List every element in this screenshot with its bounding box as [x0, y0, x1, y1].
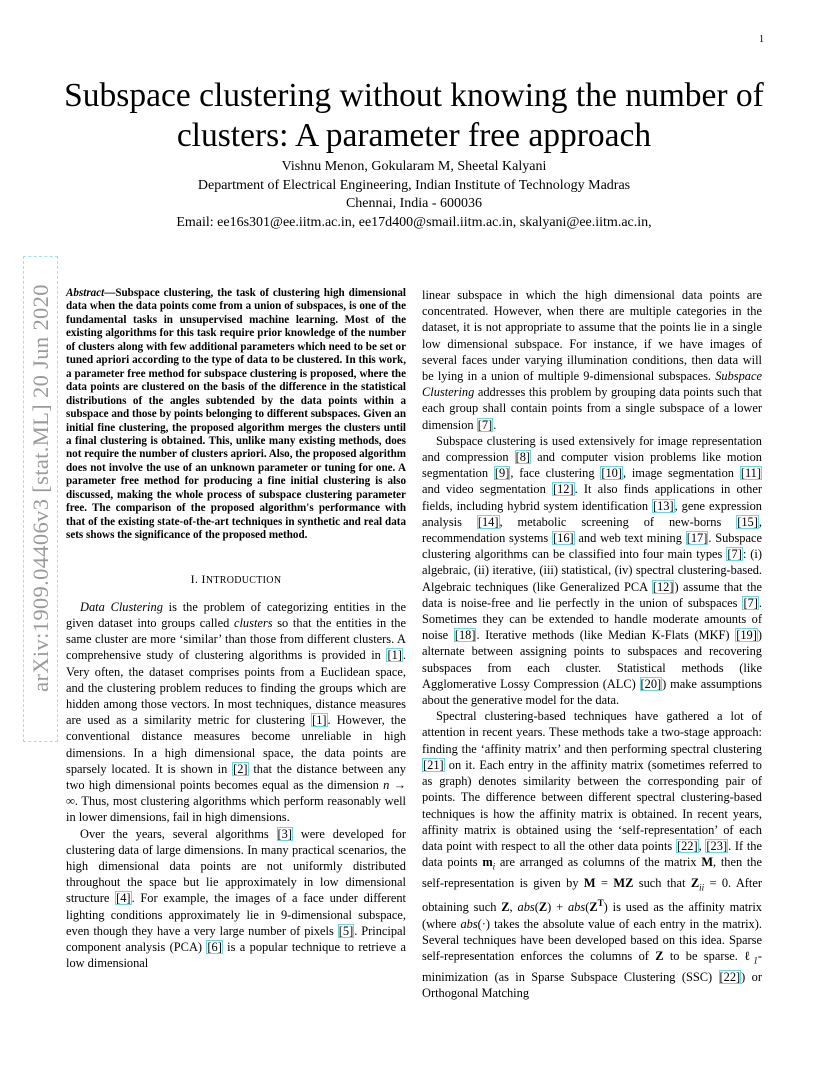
- text-run: . If the data points: [422, 838, 762, 870]
- text-run: is a popular technique to retrieve a low dimensional: [66, 940, 406, 971]
- text-run: . Iterative methods (like Median K-Flats (MKF): [476, 628, 736, 643]
- paragraph: [66, 599, 406, 826]
- paragraph: [422, 708, 762, 1001]
- text-run: are arranged as columns of the matrix: [495, 855, 702, 870]
- citation-link[interactable]: [5]: [338, 923, 354, 938]
- math-bold-symbol: Z: [501, 900, 510, 915]
- text-run: and video segmentation: [422, 482, 552, 497]
- text-run: . Very often, the dataset comprises points from a Euclidean space, and the clustering problem reduces to finding the groups which are hidden among those vectors. In most techniques, distance measures are used as a similarity metric for clustering: [66, 648, 406, 728]
- text-run: addresses this problem by grouping data points such that each group shall contain points from a single subspace of a lower dimension: [422, 385, 762, 432]
- citation-link[interactable]: [12]: [652, 579, 674, 594]
- citation-link[interactable]: [1]: [312, 713, 327, 728]
- italic-text: Subspace Clustering: [422, 369, 762, 400]
- abstract-text: —Subspace clustering, the task of clustering high dimensional data when the data points come from a union of subspaces, is one of the fundamental tasks in unsupervised machine learning. Most of the existing algorithms for this task require prior knowledge of the number of clusters along with few additional parameters which need to be set or tuned apriori according to the type of data to be clustered. In this work, a parameter free method for subspace clustering is proposed, where the data points are clustered on the basis of the difference in the statistical distributions of the angles subtended by the data points within a subspace and those by points belonging to different subspaces. Given an initial fine clustering, the proposed algorithm merges the clusters until a final clustering is obtained. This, unlike many existing methods, does not require the number of clusters apriori. Also, the proposed algorithm does not involve the use of an unknown parameter or tuning for one. A parameter free method for producing a fine initial clustering is also discussed, making the whole process of subspace clustering parameter free. The comparison of the proposed algorithm's performance with that of the existing state-of-the-art techniques in synthetic and real data sets shows the significance of the proposed method.: [66, 287, 406, 542]
- citation-link[interactable]: [22]: [719, 969, 741, 984]
- text-run: (: [585, 900, 590, 915]
- math-bold-symbol: M: [583, 875, 596, 890]
- math-superscript: T: [597, 898, 604, 909]
- citation-link[interactable]: [16]: [553, 531, 574, 546]
- citation-link[interactable]: [1]: [387, 648, 402, 663]
- citation-link[interactable]: [4]: [116, 891, 131, 906]
- text-run: Subspace clustering is used extensively for image representation and compression: [422, 433, 762, 465]
- citation-link[interactable]: [8]: [515, 450, 531, 465]
- text-run: ) is used as the affinity matrix (where: [422, 900, 762, 931]
- citation-link[interactable]: [22]: [676, 838, 698, 853]
- text-run: . However, the conventional distance measures become unreliable in high dimensions. In a high dimensional space, the data points are sparsely located. It is shown in: [66, 713, 406, 776]
- math-subscript: i: [492, 861, 496, 872]
- text-run: = 0. After obtaining such: [422, 875, 762, 915]
- paragraph: [422, 433, 762, 708]
- text-run: , image segmentation: [622, 466, 740, 481]
- italic-text: n → ∞: [66, 778, 406, 809]
- affiliation-location: Chennai, India - 600036: [345, 196, 483, 211]
- section-heading-introduction: I. INTRODUCTION: [190, 571, 282, 586]
- text-run: , gene expression analysis: [422, 498, 762, 529]
- math-bold-symbol: Z: [690, 875, 700, 890]
- affiliation-department: Department of Electrical Engineering, Indian Institute of Technology Madras: [197, 177, 631, 193]
- citation-link[interactable]: [21]: [423, 757, 444, 772]
- citation-link[interactable]: [7]: [727, 547, 742, 562]
- italic-text: abs: [460, 916, 478, 931]
- text-run: , then the self-representation is given by: [422, 855, 762, 890]
- text-run: . It also finds applications in other fields, including hybrid system identification: [422, 482, 762, 513]
- math-bold-symbol: M: [701, 855, 714, 870]
- text-run: such that: [633, 875, 691, 890]
- italic-text: abs: [567, 900, 586, 915]
- citation-link[interactable]: [7]: [477, 417, 493, 432]
- abstract-label: Abstract: [66, 287, 105, 299]
- left-column: [66, 287, 406, 971]
- citation-link[interactable]: [11]: [740, 466, 761, 481]
- text-run: =: [595, 875, 614, 890]
- paragraph: [66, 826, 406, 972]
- text-run: ) +: [547, 900, 568, 915]
- citation-link[interactable]: [15]: [737, 514, 758, 529]
- text-run: ) assume that the data is noise-free and lie perfectly in the union of subspaces: [422, 579, 762, 610]
- math-subscript: 1: [753, 955, 758, 966]
- text-run: ,: [698, 838, 706, 853]
- text-run: and web text mining: [574, 531, 686, 546]
- author-block: [40, 158, 788, 232]
- text-run: . Thus, most clustering algorithms which perform reasonably well in lower dimensions, fail in high dimensions.: [66, 794, 406, 825]
- paper-title: Subspace clustering without knowing the number of clusters: A parameter free approach: [64, 77, 764, 154]
- text-run: -minimization (as in Sparse Subspace Clustering (SSC): [422, 949, 762, 984]
- citation-link[interactable]: [12]: [552, 482, 574, 497]
- abstract: [66, 287, 406, 543]
- text-run: (: [534, 900, 539, 915]
- text-run: . For example, the images of a face under different lighting conditions approximately lie in 9-dimensional subspace, even though they have a very large number of pixels: [66, 891, 407, 938]
- math-subscript: ii: [699, 882, 705, 893]
- math-bold-symbol: Z: [655, 949, 664, 964]
- page-number: 1: [759, 34, 764, 45]
- text-run: ,: [509, 900, 518, 915]
- math-bold-symbol: m: [482, 855, 493, 870]
- math-bold-symbol: Z: [538, 900, 548, 915]
- citation-link[interactable]: [18]: [454, 628, 476, 643]
- right-body-text: [422, 287, 762, 1001]
- text-run: , face clustering: [510, 466, 601, 481]
- paragraph: [422, 287, 762, 433]
- italic-text: abs: [517, 900, 535, 915]
- citation-link[interactable]: [7]: [743, 595, 758, 610]
- text-run: on it. Each entry in the affinity matrix (sometimes referred to as graph) denotes similarity between the corresponding pair of points. The difference between different spectral clustering-based techniques is how the affinity matrix is obtained. In recent years, affinity matrix is obtained using the ‘self-representation’ of each data point with respect to all the other data points: [422, 757, 762, 853]
- text-run: that the distance between any two high dimensional points becomes equal as the dimension: [66, 761, 406, 793]
- text-run: is the problem of categorizing entities in the given dataset into groups called: [66, 599, 406, 631]
- text-run: , recommendation systems: [422, 514, 762, 546]
- text-run: , metabolic screening of new-borns: [499, 514, 737, 529]
- citation-link[interactable]: [6]: [207, 940, 222, 955]
- citation-link[interactable]: [13]: [652, 498, 674, 513]
- text-run: . Sometimes they can be extended to handle moderate amounts of noise: [422, 595, 762, 643]
- text-run: : (i) algebraic, (ii) iterative, (iii) statistical, (iv) spectral clustering-based. Algebraic techniques (like Generalized PCA: [422, 547, 762, 594]
- text-run: linear subspace in which the high dimensional data points are concentrated. However, when there are multiple categories in the dataset, it is not appropriate to assume that the points lie in a single low dimensional subspace. For instance, if we have images of several faces under varying illumination conditions, then data will be lying in a union of multiple 9-dimensional subspaces.: [422, 288, 762, 384]
- text-run: Over the years, several algorithms: [80, 826, 277, 841]
- author-emails: Email: ee16s301@ee.iitm.ac.in, ee17d400@smail.iitm.ac.in, skalyani@ee.iitm.ac.in,: [176, 214, 652, 230]
- text-run: so that the entities in the same cluster are more ‘similar’ than those from different clusters. A comprehensive study of clustering algorithms is provided in: [66, 616, 406, 663]
- text-run: . Principal component analysis (PCA): [66, 923, 406, 955]
- text-run: . Subspace clustering algorithms can be classified into four main types: [422, 531, 762, 562]
- author-names: Vishnu Menon, Gokularam M, Sheetal Kalyani: [281, 159, 547, 174]
- text-run: .: [493, 417, 497, 432]
- citation-link[interactable]: [9]: [494, 466, 510, 481]
- citation-link[interactable]: [2]: [233, 761, 248, 776]
- math-bold-symbol: Z: [589, 900, 598, 915]
- left-body-text: [66, 599, 406, 972]
- text-run: (·) takes the absolute value of each entry in the matrix). Several techniques have been developed based on this idea. Sparse self-representation enforces the columns of: [422, 916, 762, 964]
- arxiv-stamp-text[interactable]: arXiv:1909.04406v3 [stat.ML] 20 Jun 2020: [28, 284, 53, 692]
- italic-text: clusters: [233, 616, 273, 631]
- text-run: Spectral clustering-based techniques have gathered a lot of attention in recent years. These methods take a two-stage approach: finding the ‘affinity matrix’ and then performing spectral clustering: [422, 709, 762, 756]
- right-column: [422, 287, 762, 1001]
- text-run: and computer vision problems like motion segmentation: [422, 450, 763, 481]
- citation-link[interactable]: [19]: [736, 628, 757, 643]
- citation-link[interactable]: [17]: [686, 531, 708, 546]
- text-run: ) or Orthogonal Matching: [422, 969, 762, 1001]
- citation-link[interactable]: [10]: [601, 466, 622, 481]
- math-bold-symbol: MZ: [613, 875, 634, 890]
- text-run: ) alternate between assigning points to subspaces and recovering subspaces from each cluster. Statistical methods (like Agglomerative Lossy Compression (ALC): [422, 628, 762, 691]
- text-run: ) make assumptions about the generative model for the data.: [422, 676, 762, 708]
- citation-link[interactable]: [23]: [706, 838, 728, 853]
- citation-link[interactable]: [3]: [277, 826, 292, 841]
- italic-text: Data Clustering: [80, 599, 163, 614]
- citation-link[interactable]: [20]: [640, 676, 662, 691]
- text-run: to be sparse. ℓ: [663, 949, 754, 964]
- text-run: were developed for clustering data of large dimensions. In many practical scenarios, the high dimensional data points are not uniformly distributed throughout the space but lie approximately in low dimensional structure: [66, 826, 407, 906]
- citation-link[interactable]: [14]: [477, 514, 499, 529]
